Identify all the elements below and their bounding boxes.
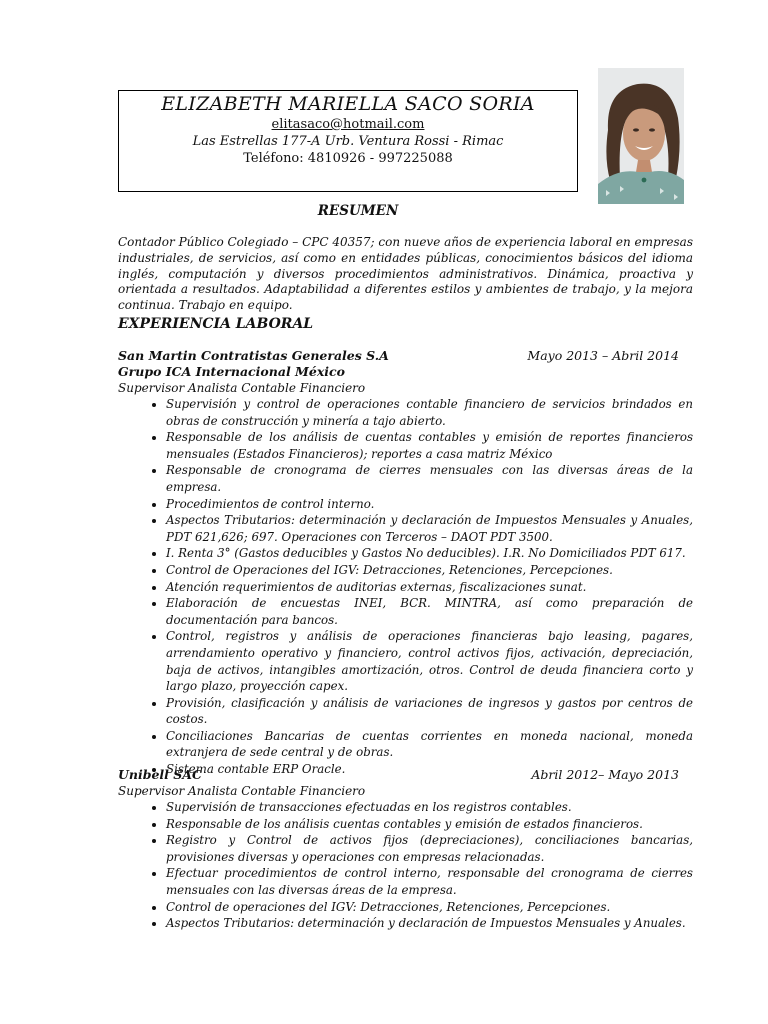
job-duty: • Conciliaciones Bancarias de cuentas corrientes en moneda nacional, moneda extranjera de sede central y de obras. [166, 728, 693, 761]
job-duty: • Control, registros y análisis de operaciones financieras bajo leasing, pagares, arrendamiento operativo y financiero, control activos fijos, activación, depreciación, baja de activos, intangibles amortización, otros. Control de deuda financiera corto y largo plazo, proyección capex. [166, 628, 693, 694]
company-group: Grupo ICA Internacional México [118, 364, 345, 379]
job-duty: • Responsable de los análisis cuentas contables y emisión de estados financieros. [166, 816, 693, 833]
profile-photo [598, 68, 684, 204]
email-link[interactable]: elitasaco@hotmail.com [271, 117, 425, 132]
job-entry [118, 348, 693, 778]
job-header [118, 348, 693, 364]
company-name: Unibell SAC [118, 767, 202, 782]
job-duty: • Atención requerimientos de auditorias externas, fiscalizaciones sunat. [166, 579, 693, 596]
job-duty: • Procedimientos de control interno. [166, 496, 693, 513]
job-duty: • Provisión, clasificación y análisis de variaciones de ingresos y gastos por centros de costos. [166, 695, 693, 728]
company-name: San Martin Contratistas Generales S.A [118, 348, 389, 363]
job-entry [118, 767, 693, 932]
job-duty: • Control de Operaciones del IGV: Detracciones, Retenciones, Percepciones. [166, 562, 693, 579]
job-duty: • Control de operaciones del IGV: Detracciones, Retenciones, Percepciones. [166, 899, 693, 916]
job-duties-list [118, 799, 693, 932]
job-duty: • Responsable de los análisis de cuentas contables y emisión de reportes financieros mensuales (Estados Financieros); reportes a casa matriz México [166, 429, 693, 462]
job-duty: • Supervisión de transacciones efectuadas en los registros contables. [166, 799, 693, 816]
job-duty: • Aspectos Tributarios: determinación y declaración de Impuestos Mensuales y Anuales. [166, 915, 693, 932]
job-duties-list [118, 396, 693, 778]
contact-header-box [118, 90, 578, 192]
candidate-name: ELIZABETH MARIELLA SACO SORIA [161, 93, 535, 115]
job-duty: • Responsable de cronograma de cierres mensuales con las diversas áreas de la empresa. [166, 462, 693, 495]
phone-line: Teléfono: 4810926 - 997225088 [243, 151, 453, 166]
address-line: Las Estrellas 177-A Urb. Ventura Rossi - Rimac [192, 134, 504, 149]
job-duty: • Supervisión y control de operaciones contable financiero de servicios brindados en obras de construcción y minería a tajo abierto. [166, 396, 693, 429]
summary-title: RESUMEN [317, 203, 399, 219]
summary-text: Contador Público Colegiado – CPC 40357; con nueve años de experiencia laboral en empresas industriales, de servicios, así como en entidades públicas, conocimientos básicos del idioma inglés, computación y diversos procedimientos administrativos. Dinámica, proactiva y orientada a resultados. Adaptabilidad a diferentes estilos y ambientes de trabajo, y la mejora continua. Trabajo en equipo. [118, 235, 693, 313]
experience-title: EXPERIENCIA LABORAL [118, 316, 314, 332]
job-duty: • Aspectos Tributarios: determinación y declaración de Impuestos Mensuales y Anuales, PDT 621,626; 697. Operaciones con Terceros – DAOT PDT 3500. [166, 512, 693, 545]
job-duty: • Registro y Control de activos fijos (depreciaciones), conciliaciones bancarias, provisiones diversas y operaciones con empresas relacionadas. [166, 832, 693, 865]
job-dates: Abril 2012– Mayo 2013 [531, 767, 679, 782]
profile-photo-image [598, 68, 684, 204]
job-role: Supervisor Analista Contable Financiero [118, 784, 366, 798]
job-duty: • I. Renta 3° (Gastos deducibles y Gastos No deducibles). I.R. No Domiciliados PDT 617. [166, 545, 693, 562]
job-duty: • Sistema contable ERP Oracle. [166, 761, 693, 778]
job-duty: • Efectuar procedimientos de control interno, responsable del cronograma de cierres mensuales con las diversas áreas de la empresa. [166, 865, 693, 898]
job-role: Supervisor Analista Contable Financiero [118, 381, 366, 395]
job-header [118, 767, 693, 783]
job-dates: Mayo 2013 – Abril 2014 [527, 348, 679, 363]
job-duty: • Elaboración de encuestas INEI, BCR. MINTRA, así como preparación de documentación para bancos. [166, 595, 693, 628]
